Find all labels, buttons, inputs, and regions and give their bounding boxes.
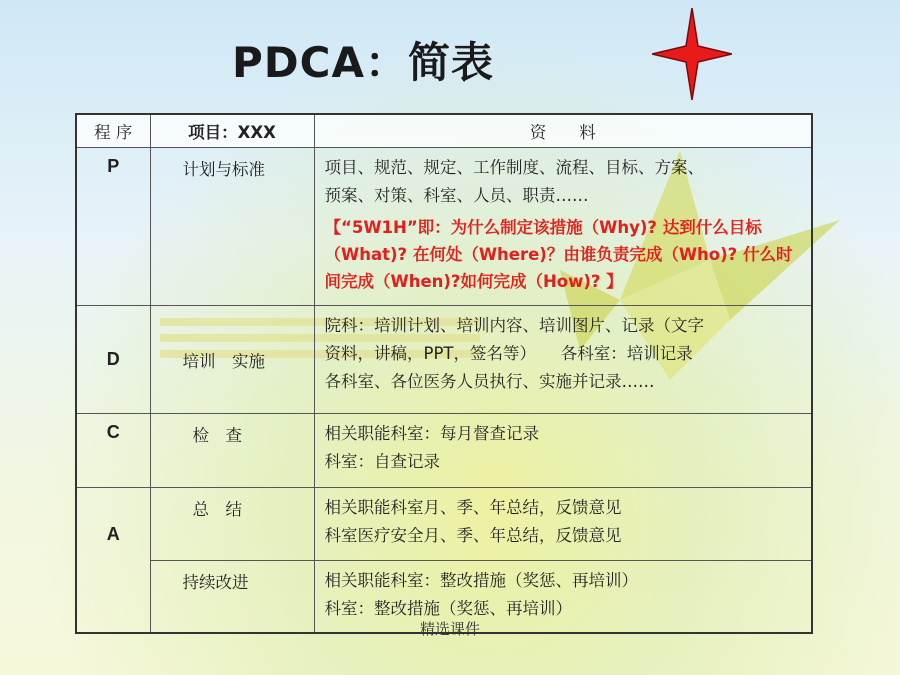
item-cell: 检 查 [150,414,314,488]
header-step: 程 序 [76,114,150,148]
info-line: 相关职能科室月、季、年总结，反馈意见 [324,498,622,517]
header-item: 项目：XXX [150,114,314,148]
item-cell [150,306,314,414]
header-info: 资 料 [314,114,812,148]
info-line: 科室：自查记录 [324,452,440,471]
info-cell [314,488,812,561]
info-line: 相关职能科室：每月督查记录 [324,424,539,443]
info-line: 科室医疗安全月、季、年总结，反馈意见 [324,526,622,545]
four-point-star-icon [652,8,732,100]
item-cell: 持续改进 [150,561,314,633]
table-row [76,488,812,561]
info-cell [314,414,812,488]
item-cell: 总 结 [150,488,314,561]
info-cell [314,148,812,306]
table-row [76,148,812,306]
step-cell: P [76,148,150,306]
info-line: 科室：整改措施（奖惩、再培训） [324,599,572,618]
info-line: 相关职能科室：整改措施（奖惩、再培训） [324,571,638,590]
info-line: 预案、对策、科室、人员、职责…… [324,186,589,205]
table-header-row [76,114,812,148]
table-row [76,414,812,488]
footer-caption: 精选课件 [419,620,480,638]
step-cell: C [76,414,150,488]
5w1h-note: 【“5W1H”即：为什么制定该措施（Why)? 达到什么目标（What)? 在何处（Where)？由谁负责完成（Who)? 什么时间完成（When)?如何完成（How)? 】 [324,218,793,291]
item-cell: 计划与标准 [150,148,314,306]
step-cell [76,306,150,414]
info-line: 院科：培训计划、培训内容、培训图片、记录（文字 [324,316,704,335]
step-cell [76,488,150,633]
step-label: D [106,349,120,369]
pdca-table [75,113,813,634]
info-cell [314,306,812,414]
item-label: 培训 实施 [182,351,265,371]
info-line: 各科室、各位医务人员执行、实施并记录…… [324,372,655,391]
table-row [76,306,812,414]
info-line: 项目、规范、规定、工作制度、流程、目标、方案、 [324,158,704,177]
step-label: A [106,524,120,544]
page-title: PDCA：简表 [232,38,494,87]
info-line: 资料，讲稿，PPT，签名等） 各科室：培训记录 [324,344,693,363]
